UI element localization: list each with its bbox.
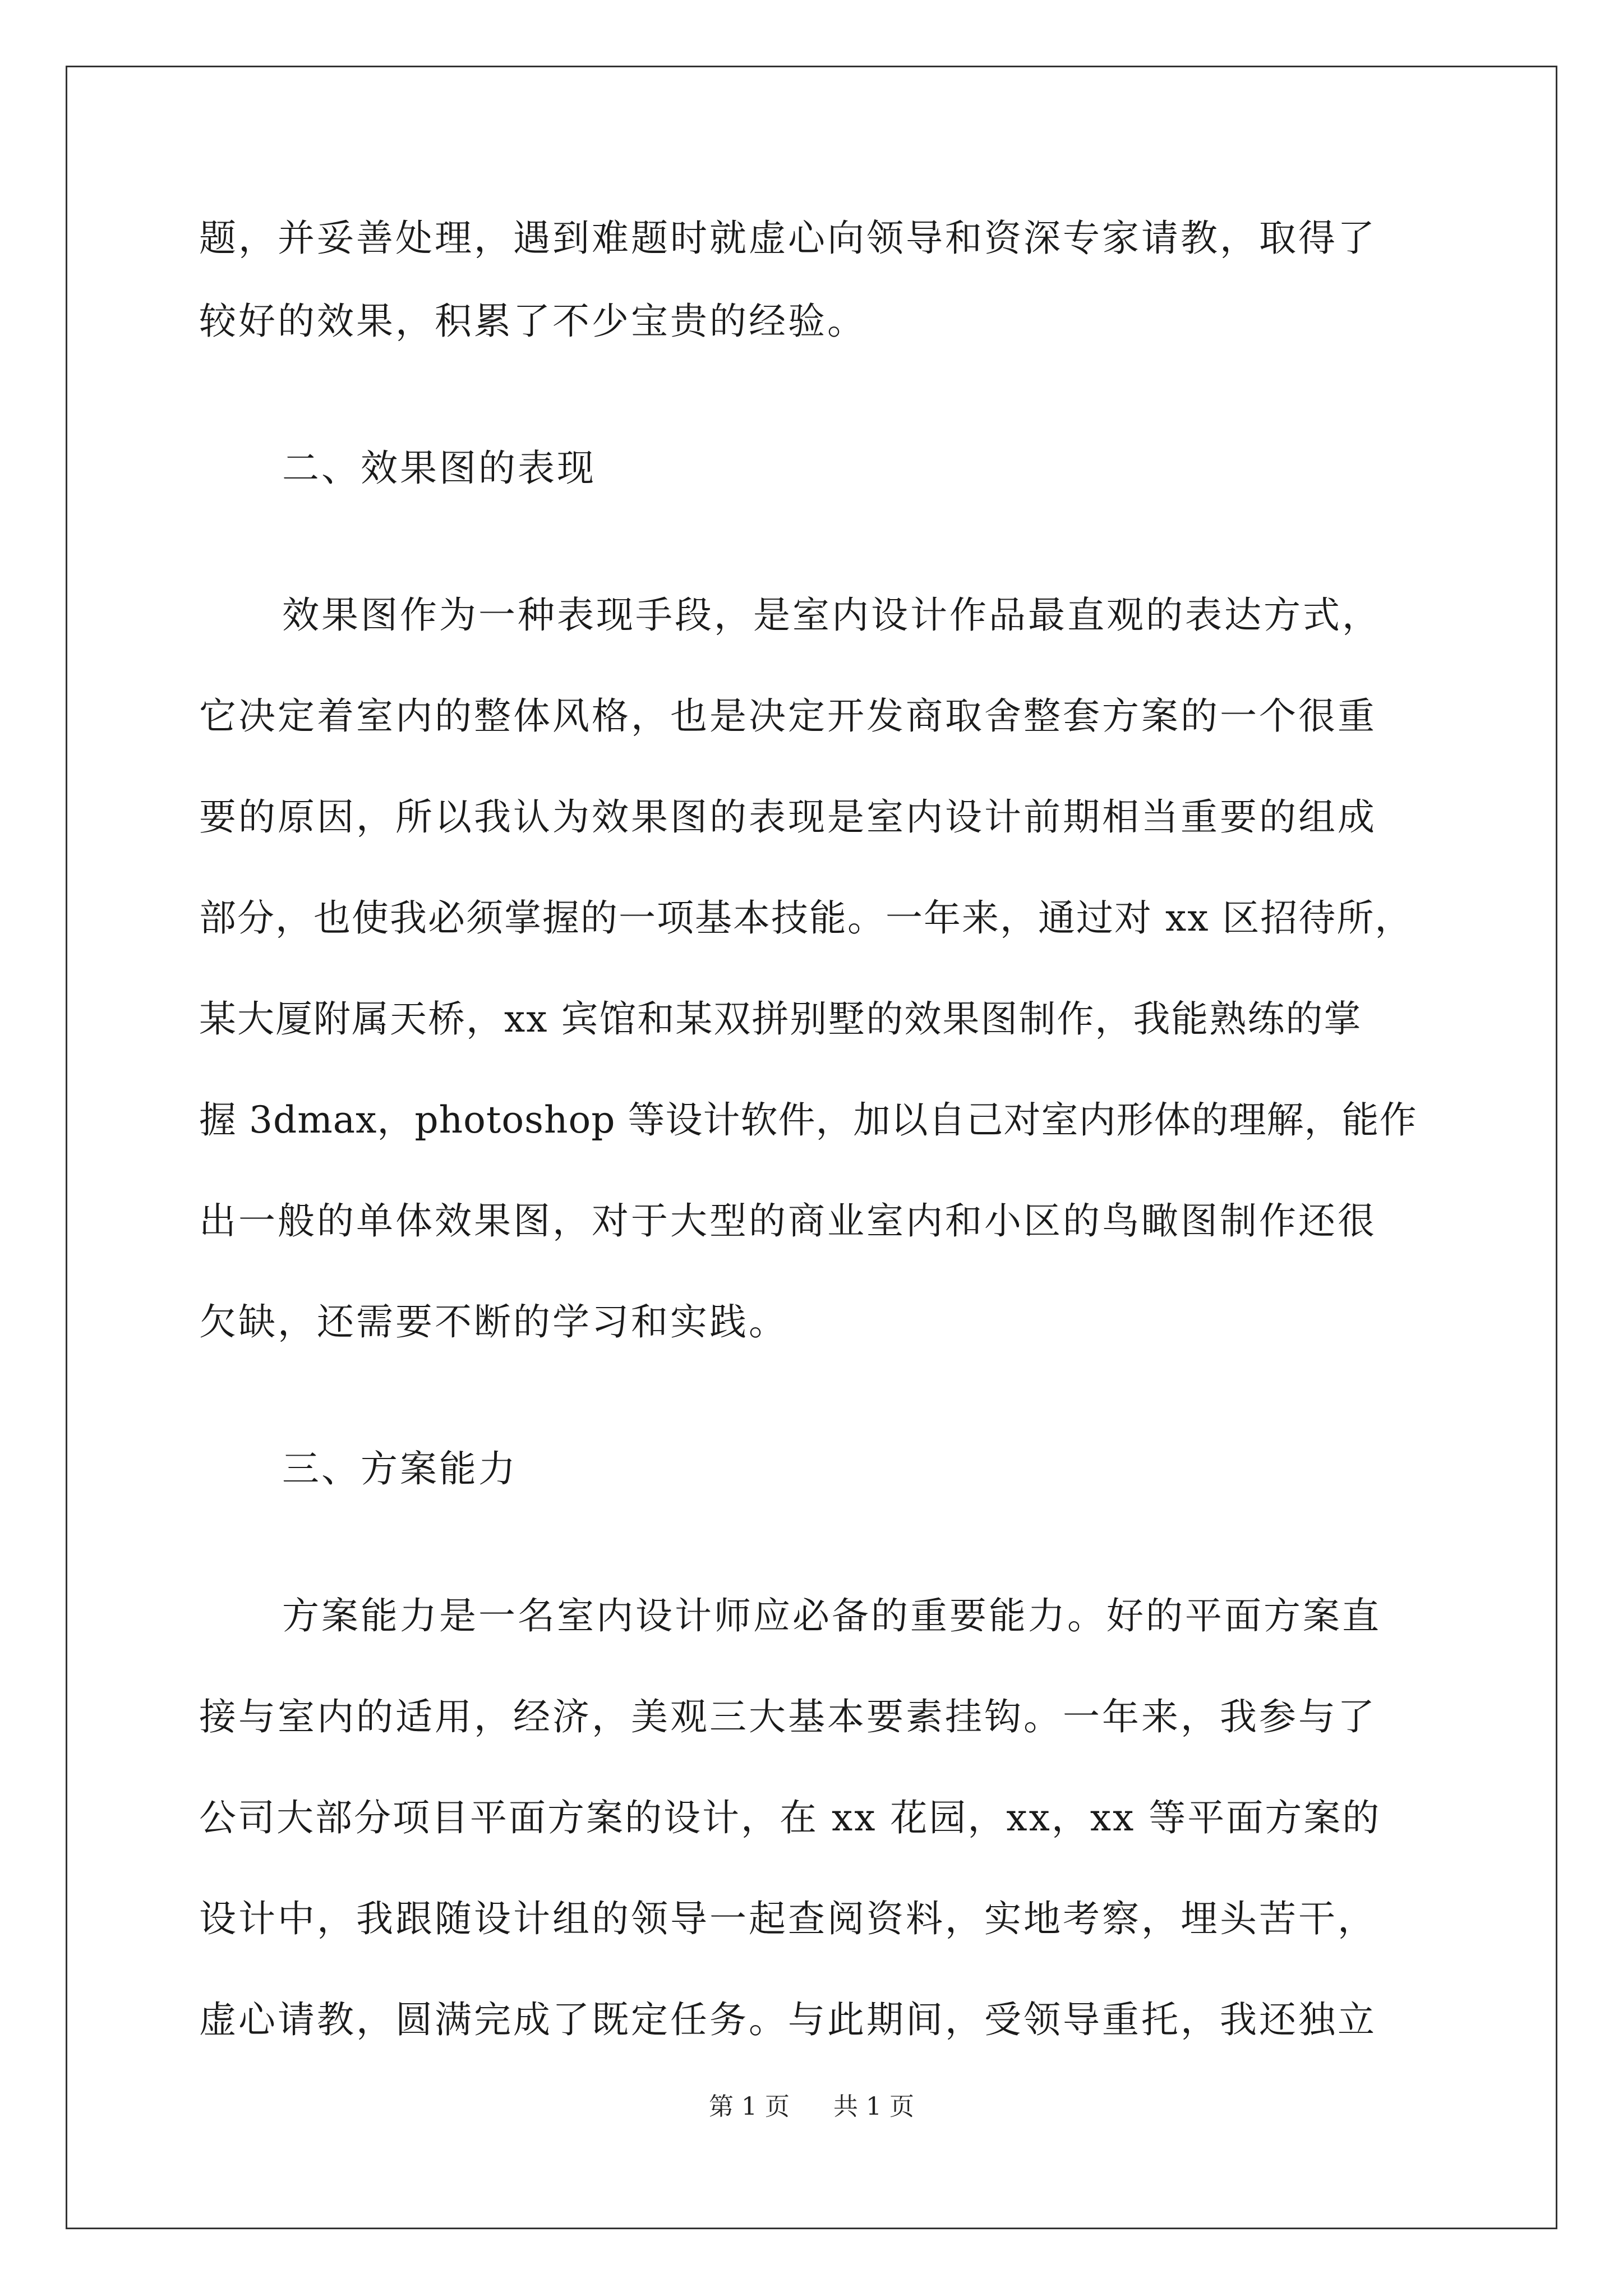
text-line: 方案能力是一名室内设计师应必备的重要能力。好的平面方案直 bbox=[282, 1594, 1381, 1637]
text-line: 效果图作为一种表现手段，是室内设计作品最直观的表达方式， bbox=[282, 593, 1381, 637]
page-total: 共 1 页 bbox=[833, 2092, 914, 2121]
text-line: 题，并妥善处理，遇到难题时就虚心向领导和资深专家请教，取得了 bbox=[199, 217, 1377, 260]
text-line: 较好的效果，积累了不少宝贵的经验。 bbox=[199, 300, 866, 343]
text-line: 欠缺，还需要不断的学习和实践。 bbox=[199, 1300, 788, 1343]
text-line: 某大厦附属天桥，xx 宾馆和某双拼别墅的效果图制作，我能熟练的掌 bbox=[199, 997, 1362, 1041]
text-line: 它决定着室内的整体风格，也是决定开发商取舍整套方案的一个很重 bbox=[199, 694, 1377, 738]
page-number: 第 1 页 bbox=[709, 2092, 790, 2121]
text-line: 握 3dmax，photoshop 等设计软件，加以自己对室内形体的理解，能作 bbox=[199, 1098, 1417, 1142]
section-heading: 三、方案能力 bbox=[282, 1447, 518, 1490]
text-line: 要的原因，所以我认为效果图的表现是室内设计前期相当重要的组成 bbox=[199, 795, 1377, 839]
text-line: 设计中，我跟随设计组的领导一起查阅资料，实地考察，埋头苦干， bbox=[199, 1897, 1377, 1940]
text-line: 公司大部分项目平面方案的设计，在 xx 花园，xx，xx 等平面方案的 bbox=[199, 1796, 1381, 1839]
text-line: 部分，也使我必须掌握的一项基本技能。一年来，通过对 xx 区招待所， bbox=[199, 896, 1413, 940]
text-line: 虚心请教，圆满完成了既定任务。与此期间，受领导重托，我还独立 bbox=[199, 1998, 1377, 2041]
page-footer bbox=[0, 2090, 1623, 2124]
text-line: 接与室内的适用，经济，美观三大基本要素挂钩。一年来，我参与了 bbox=[199, 1695, 1377, 1738]
section-heading: 二、效果图的表现 bbox=[282, 447, 596, 490]
text-line: 出一般的单体效果图，对于大型的商业室内和小区的鸟瞰图制作还很 bbox=[199, 1199, 1377, 1243]
